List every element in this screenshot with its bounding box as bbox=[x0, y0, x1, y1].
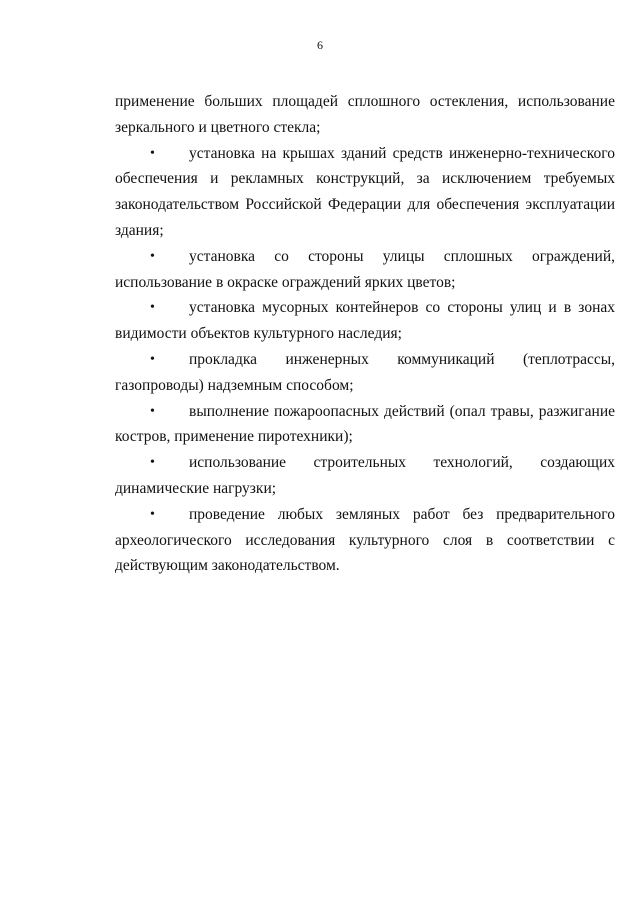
bullet-icon: • bbox=[150, 145, 155, 161]
list-item-text: установка мусорных контейнеров со стороны улиц и в зонах видимости объектов культурного наследия; bbox=[115, 299, 615, 343]
intro-paragraph: применение больших площадей сплошного остекления, использование зеркального и цветного стекла; bbox=[115, 93, 615, 136]
bullet-icon: • bbox=[150, 455, 155, 471]
list-item bbox=[115, 295, 615, 347]
bullet-icon: • bbox=[150, 403, 155, 419]
list-item-text: проведение любых земляных работ без предварительного археологического исследования культурного слоя в соответствии с действующим законодательством. bbox=[115, 505, 615, 575]
list-item bbox=[115, 244, 615, 296]
bullet-icon: • bbox=[150, 248, 155, 264]
list-item-text: прокладка инженерных коммуникаций (теплотрассы, газопроводы) надземным способом; bbox=[115, 350, 615, 394]
list-item-text: выполнение пожароопасных действий (опал травы, разжигание костров, применение пиротехники); bbox=[115, 402, 615, 446]
document-body bbox=[115, 89, 615, 579]
list-item-text: использование строительных технологий, создающих динамические нагрузки; bbox=[115, 454, 615, 497]
list-item bbox=[115, 347, 615, 399]
list-item bbox=[115, 502, 615, 579]
list-item-text: установка со стороны улицы сплошных ограждений, использование в окраске ограждений ярких цветов; bbox=[115, 247, 615, 291]
list-item bbox=[115, 399, 615, 451]
bullet-icon: • bbox=[150, 300, 155, 316]
list-item bbox=[115, 450, 615, 502]
page-number: 6 bbox=[317, 38, 323, 52]
list-item bbox=[115, 141, 615, 244]
bullet-icon: • bbox=[150, 506, 155, 522]
list-item-text: установка на крышах зданий средств инженерно-технического обеспечения и рекламных конструкций, за исключением требуемых законодательством Российской Федерации для обеспечения эксплуатации здания; bbox=[115, 144, 615, 239]
bullet-icon: • bbox=[150, 351, 155, 367]
